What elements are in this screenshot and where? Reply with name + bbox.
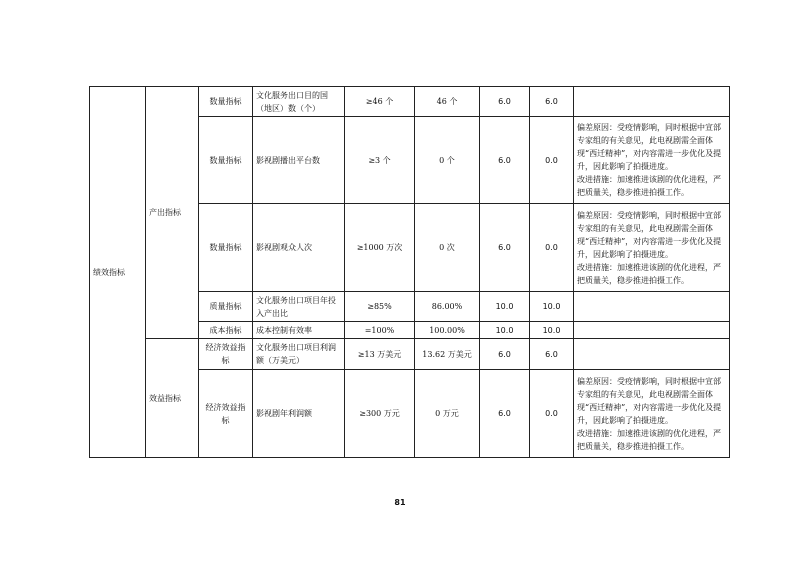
weight-cell: 6.0 [480, 204, 530, 292]
weight-cell: 6.0 [480, 370, 530, 458]
target-value-cell: ≥85% [345, 292, 415, 322]
indicator-type-cell: 质量指标 [199, 292, 253, 322]
weight-cell: 6.0 [480, 87, 530, 117]
actual-value-cell: 100.00% [415, 322, 480, 339]
table-row [90, 87, 730, 117]
indicator-name-cell: 文化服务出口项目年投入产出比 [253, 292, 345, 322]
score-cell: 10.0 [530, 292, 574, 322]
benefit-indicator-cell: 效益指标 [146, 339, 199, 458]
target-value-cell: ≥3 个 [345, 117, 415, 204]
actual-value-cell: 0 万元 [415, 370, 480, 458]
indicator-type-cell: 经济效益指标 [199, 339, 253, 370]
indicator-name-cell: 文化服务出口目的国（地区）数（个） [253, 87, 345, 117]
target-value-cell: ≥13 万美元 [345, 339, 415, 370]
weight-cell: 6.0 [480, 339, 530, 370]
target-value-cell: =100% [345, 322, 415, 339]
indicator-name-cell: 影视剧播出平台数 [253, 117, 345, 204]
actual-value-cell: 86.00% [415, 292, 480, 322]
score-cell: 6.0 [530, 339, 574, 370]
indicator-type-cell: 数量指标 [199, 87, 253, 117]
indicator-name-cell: 影视剧年利润额 [253, 370, 345, 458]
weight-cell: 10.0 [480, 292, 530, 322]
deviation-note-cell: 偏差原因：受疫情影响，同时根据中宣部专家组的有关意见，此电视剧需全面体现“西迁精神”，对内容需进一步优化及提升，因此影响了拍摄进度。 改进措施：加速推进该剧的优化进程，严把质量关，稳步推进拍摄工作。 [574, 370, 730, 458]
deviation-note-cell [574, 322, 730, 339]
deviation-note-cell: 偏差原因：受疫情影响，同时根据中宣部专家组的有关意见，此电视剧需全面体现“西迁精神”，对内容需进一步优化及提升，因此影响了拍摄进度。 改进措施：加速推进该剧的优化进程，严把质量关，稳步推进拍摄工作。 [574, 204, 730, 292]
actual-value-cell: 13.62 万美元 [415, 339, 480, 370]
actual-value-cell: 0 次 [415, 204, 480, 292]
indicator-type-cell: 经济效益指标 [199, 370, 253, 458]
performance-indicator-table [89, 86, 730, 458]
target-value-cell: ≥46 个 [345, 87, 415, 117]
target-value-cell: ≥300 万元 [345, 370, 415, 458]
actual-value-cell: 46 个 [415, 87, 480, 117]
table-row [90, 339, 730, 370]
deviation-note-cell [574, 339, 730, 370]
score-cell: 0.0 [530, 117, 574, 204]
page-number: 81 [394, 498, 406, 507]
target-value-cell: ≥1000 万次 [345, 204, 415, 292]
score-cell: 6.0 [530, 87, 574, 117]
indicator-name-cell: 文化服务出口项目利润额（万美元） [253, 339, 345, 370]
weight-cell: 10.0 [480, 322, 530, 339]
indicator-name-cell: 影视剧观众人次 [253, 204, 345, 292]
indicator-type-cell: 数量指标 [199, 117, 253, 204]
indicator-type-cell: 数量指标 [199, 204, 253, 292]
indicator-name-cell: 成本控制有效率 [253, 322, 345, 339]
indicator-type-cell: 成本指标 [199, 322, 253, 339]
deviation-note-cell [574, 292, 730, 322]
output-indicator-cell: 产出指标 [146, 87, 199, 339]
weight-cell: 6.0 [480, 117, 530, 204]
score-cell: 0.0 [530, 370, 574, 458]
actual-value-cell: 0 个 [415, 117, 480, 204]
score-cell: 10.0 [530, 322, 574, 339]
score-cell: 0.0 [530, 204, 574, 292]
deviation-note-cell [574, 87, 730, 117]
level1-indicator-cell: 绩效指标 [90, 87, 146, 458]
deviation-note-cell: 偏差原因：受疫情影响，同时根据中宣部专家组的有关意见，此电视剧需全面体现“西迁精神”，对内容需进一步优化及提升，因此影响了拍摄进度。 改进措施：加速推进该剧的优化进程，严把质量关，稳步推进拍摄工作。 [574, 117, 730, 204]
